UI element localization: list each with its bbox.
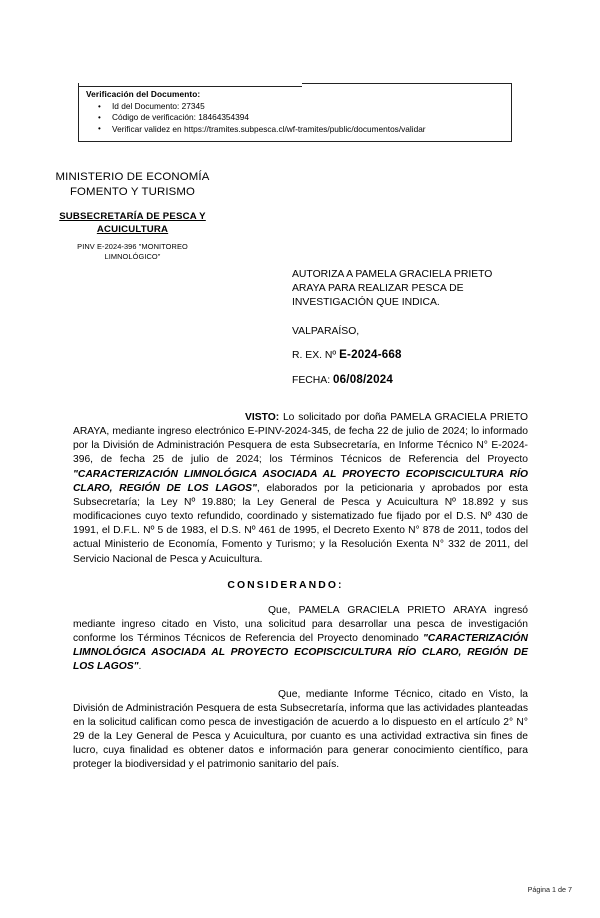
visto-text-part1: Lo solicitado por doña PAMELA GRACIELA PRIETO ARAYA, mediante ingreso electrónico E-PINV-2024-345, de fecha 22 de julio de 2024; lo informado por la División de Administración Pesquera de esta Subsecretaría, en Informe Técnico N° E-2024-396, de fecha 25 de julio de 2024; los Términos Técnicos de Referencia del Proyecto: [73, 412, 528, 466]
date-line: [292, 373, 393, 386]
ministry-name-line1: MINISTERIO DE ECONOMÍA: [55, 171, 210, 183]
pinv-reference-line2: LIMNOLÓGICO": [104, 251, 161, 261]
verification-item-code: • Código de verificación: 18464354394: [112, 112, 505, 123]
verification-box-notch: [79, 83, 302, 87]
page-number-indicator: Página 1 de 7: [527, 885, 572, 894]
considerando-1-project-title: "CARACTERIZACIÓN LIMNOLÓGICA ASOCIADA AL PROYECTO ECOPISCICULTURA RÍO CLARO, REGIÓN DE LOS LAGOS": [73, 633, 528, 673]
subject-block: [292, 268, 524, 311]
considerando-2-text: Que, mediante Informe Técnico, citado en Visto, la División de Administración Pesquera de esta Subsecretaría, informa que las actividades planteadas en la solicitud califican como pesca de investigación de acuerdo a lo dispuesto en el artículo 2° N° 29 de la Ley General de Pesca y Acuicultura, por cuanto es una actividad extractiva sin fines de lucro, cuya finalidad es obtener datos e información para generar conocimiento científico, para proteger la biodiversidad y el patrimonio sanitario del país.: [73, 688, 528, 771]
subject-line-3: INVESTIGACIÓN QUE INDICA.: [292, 297, 440, 309]
resolution-number: E-2024-668: [339, 348, 402, 361]
verification-title: Verificación del Documento:: [86, 89, 201, 99]
paragraph-considerando-1: [73, 604, 528, 675]
document-body: [73, 411, 528, 785]
visto-text-part2: , elaborados por la peticionaria y aprobados por esta Subsecretaría; la Ley Nº 19.880; la Ley General de Pesca y Acuicultura Nº 18.892 y sus modificaciones cuyo texto refundido, coordinado y sistematizado fue fijado por el D.S. Nº 430 de 1991, el D.F.L. Nº 5 de 1983, el D.S. Nº 461 de 1995, el Decreto Exento N° 878 de 2011, todos del actual Ministerio de Economía, Fomento y Turismo; y la Resolución Exenta N° 332 de 2011, del Servicio Nacional de Pesca y Acuicultura.: [73, 482, 528, 565]
subsecretaria-line1: SUBSECRETARÍA DE PESCA Y: [59, 210, 206, 222]
visto-project-title: "CARACTERIZACIÓN LIMNOLÓGICA ASOCIADA AL PROYECTO ECOPISCICULTURA RÍO CLARO, REGIÓN DE LOS LAGOS": [73, 468, 528, 494]
subsecretaria-line2: ACUICULTURA: [96, 223, 169, 235]
ministry-name-line2: FOMENTO Y TURISMO: [69, 186, 196, 199]
verification-list: [86, 101, 505, 135]
paragraph-visto: [73, 411, 528, 567]
city-line: VALPARAÍSO,: [292, 326, 360, 337]
subject-line-1: AUTORIZA A PAMELA GRACIELA PRIETO: [292, 269, 493, 280]
date-value: 06/08/2024: [333, 373, 394, 386]
resolution-line: [292, 348, 402, 361]
considerando-1-text-part2: .: [138, 661, 142, 673]
considerando-heading: CONSIDERANDO:: [227, 579, 344, 591]
subject-line-2: ARAYA PARA REALIZAR PESCA DE: [292, 283, 464, 295]
letterhead: [30, 170, 235, 262]
pinv-reference-line1: PINV E-2024-396 "MONITOREO: [77, 241, 188, 251]
considerando-1-text-part1: Que, PAMELA GRACIELA PRIETO ARAYA ingresó mediante ingreso citado en Visto, una solicitud para desarrollar una pesca de investigación conforme los Términos Técnicos de Referencia del Proyecto denominado: [73, 604, 528, 645]
resolution-label: R. EX. Nº: [292, 350, 337, 361]
visto-label: VISTO:: [245, 412, 280, 423]
paragraph-considerando-2: [73, 688, 528, 773]
verification-item-document-id: • Id del Documento: 27345: [112, 101, 505, 112]
document-verification-box: [78, 83, 512, 142]
date-label: FECHA:: [292, 375, 331, 386]
verification-item-url: • Verificar validez en https://tramites.subpesca.cl/wf-tramites/public/documentos/validar: [112, 124, 505, 135]
